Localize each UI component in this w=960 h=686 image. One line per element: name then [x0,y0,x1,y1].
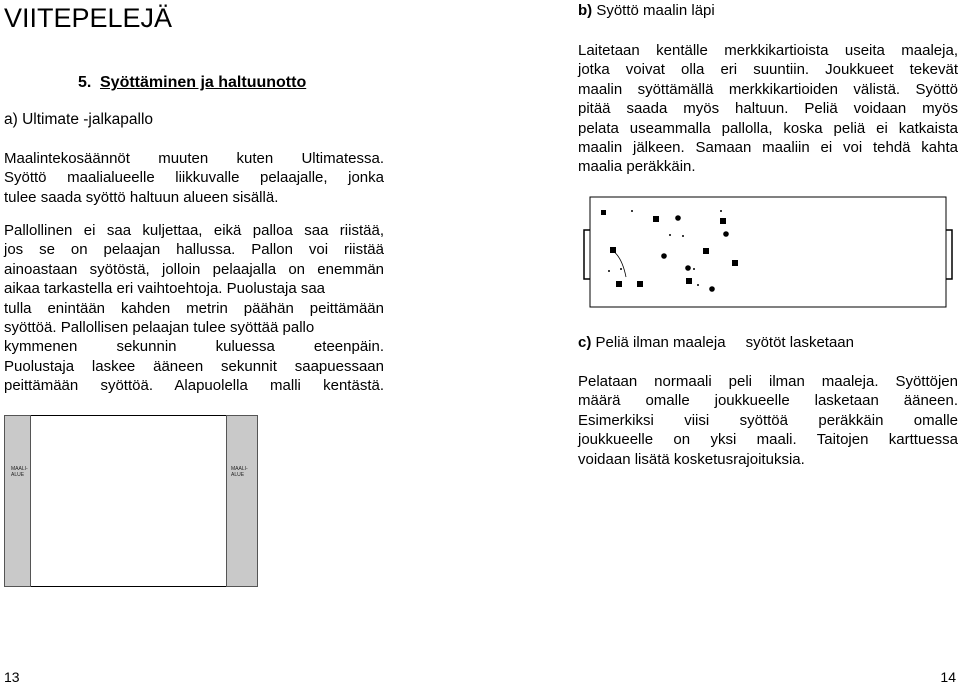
part-a-paragraph-2 [4,221,384,396]
goal-right [946,230,952,279]
player-marker [732,260,738,266]
part-a-paragraph-1 [4,149,384,207]
text-line: tulee saada syöttö haltuun alueen sisällä. [4,188,279,206]
text-line: Esimerkiksi viisi syöttöä peräkkäin omalle [578,411,958,429]
player-marker [616,281,622,287]
text-line: määrä omalle joukkueelle lasketaan ääneen. [578,392,958,410]
text-line: joukkueelle on yksi maali. Taitojen karttuessa [578,431,958,449]
part-c-title [578,333,854,353]
player-marker [720,210,722,212]
text-line: Laitetaan kentälle merkkikartioista useita maaleja, [578,42,958,59]
text-line: tulla enintään kahden metrin päähän peittämään [4,299,384,317]
text-line: Puolustaja laskee ääneen sekunnit saapuessaan [4,357,384,375]
player-marker [697,284,699,286]
player-marker [686,278,692,284]
player-marker [601,210,606,215]
goal-zone-right [226,415,258,587]
player-marker [620,268,622,270]
player-marker [723,231,729,237]
text-line: Maalintekosäännöt muuten kuten Ultimatessa. [4,150,384,167]
player-marker [703,248,709,254]
part-c-title-right: syötöt lasketaan [745,334,854,351]
text-line: maalin syöttämällä merkkikartioiden välistä. Syöttö [578,80,958,98]
text-line: pelata useammalla pallolla, koska peliä ei katkaista [578,119,958,137]
player-marker [637,281,643,287]
text-line: aikaa tarkastella eri vaihtoehtoja. Puolustaja saa [4,280,326,298]
part-b-title [578,1,715,21]
page-number-left: 13 [4,669,20,685]
goal-zone-left [4,415,31,587]
part-b-paragraph [578,41,958,177]
player-marker [608,270,610,272]
cone-goals-field-diagram [578,195,960,310]
text-line: maalia peräkkäin. [578,158,696,176]
player-marker [685,265,691,271]
part-c-paragraph [578,372,958,469]
text-line: syöttöä. Pallollisen pelaajan tulee syöttää pallo [4,319,315,337]
player-marker [653,216,659,222]
text-line: kymmenen sekunnin kuluessa eteenpäin. [4,338,384,356]
text-line: peittämään syöttöä. Alapuolella malli kentästä. [4,377,384,395]
section-number: 5. [78,74,92,91]
goal-zone-left-label: MAALI- ALUE [11,466,28,478]
ultimate-field-diagram [4,415,258,587]
goal-zone-right-label: MAALI- ALUE [231,466,248,478]
part-a-title: a) Ultimate -jalkapallo [4,111,154,128]
text-line: voidaan lisätä kosketusrajoituksia. [578,450,805,468]
text-line: ainoastaan syötöstä, jolloin pelaajalla on enemmän [4,260,384,278]
field-outline [590,197,946,307]
player-marker [693,268,695,270]
player-marker [669,234,671,236]
part-b-letter: b) [578,2,593,19]
page-title: VIITEPELEJÄ [4,3,173,33]
text-line: pitää saada myös haltuun. Peliä voidaan myös [578,100,958,118]
player-marker [631,210,633,212]
player-marker [661,253,667,259]
part-c-letter: c) [578,334,592,351]
section-title: Syöttäminen ja haltuunotto [100,74,307,91]
goal-left [584,230,590,279]
text-line: Syöttö maalialueelle liikkuvalle pelaajalle, jonka [4,169,384,187]
player-marker [709,286,715,292]
player-marker [682,235,684,237]
player-marker [720,218,726,224]
player-marker [675,215,681,221]
part-c-title-text: Peliä ilman maaleja [591,334,726,351]
text-line: jotka voivat olla eri suuntiin. Joukkueet tekevät [578,61,958,79]
part-b-title-text: Syöttö maalin läpi [592,2,715,19]
text-line: Pallollinen ei saa kuljettaa, eikä palloa saa riistää, [4,222,384,239]
page-number-right: 14 [940,669,956,685]
text-line: maalin jälkeen. Samaan maaliin ei voi tehdä kahta [578,139,958,157]
text-line: jos se on pelaajan hallussa. Pallon voi riistää [4,241,384,259]
text-line: Pelataan normaali peli ilman maaleja. Syöttöjen [578,373,958,390]
section-heading [78,72,306,94]
